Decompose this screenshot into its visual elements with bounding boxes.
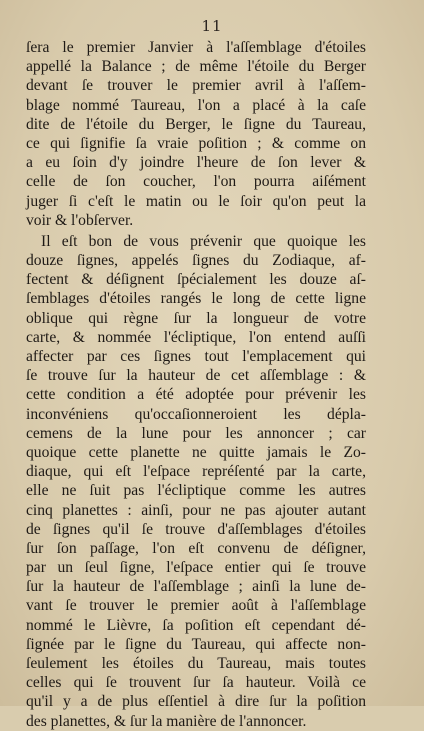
text-line: diaque, qui eſt l'eſpace repréſenté par la carte, [26,463,366,481]
text-line: a eu ſoin d'y joindre l'heure de ſon lever & [26,154,366,172]
text-line: juger ſi c'eſt le matin ou le ſoir qu'on peut la [26,192,366,210]
text-line: affecter par ces ſignes tout l'emplacement qui [26,348,366,365]
paragraph-2 [26,232,366,731]
text-line: celles qui ſe trouvent ſur ſa hauteur. Voilà ce [26,674,366,692]
text-line: fectent & déſignent ſpécialement les douze aſ- [26,271,366,289]
text-line: ſur la hauteur de l'aſſemblage ; ainſi la lune de- [26,578,366,596]
text-line: ſignée par le ſigne du Taureau, qui affecte non- [26,635,366,653]
text-line: carte, & nommée l'écliptique, l'on entend auſſi [26,328,366,346]
text-line: vant ſe trouver le premier août à l'aſſemblage [26,597,366,615]
text-line: de ſignes qu'il ſe trouve d'aſſemblages d'étoiles [26,520,366,538]
text-line: Il eſt bon de vous prévenir que quoique les [41,232,366,250]
body-text [26,38,366,731]
text-line: blage nommé Taureau, l'on a placé à la caſe [26,96,366,114]
text-line: ſemblages d'étoiles rangés le long de cette ligne [26,290,366,308]
text-line: cinq planettes : ainſi, pour ne pas ajouter autant [26,501,366,519]
text-line: oblique qui règne ſur la longueur de votre [26,309,366,327]
text-line: devant ſe trouver le premier avril à l'aſſem- [26,77,366,95]
text-line: qu'il y a de plus eſſentiel à dire ſur la poſition [26,693,366,711]
text-line: nommé le Lièvre, ſa poſition eſt cependant dé- [26,616,366,634]
text-line: quoique cette planette ne quitte jamais le Zo- [26,443,366,461]
text-line: celle de ſon coucher, l'on pourra aiſément [26,173,366,191]
text-line: douze ſignes, appelés ſignes du Zodiaque, af- [26,252,366,270]
page-number: 11 [201,17,223,35]
text-line: ce qui ſignifie ſa vraie poſition ; & comme on [26,134,366,152]
paragraph-1 [26,38,366,230]
text-line: ſeulement les étoiles du Taureau, mais toutes [26,655,366,672]
text-line: cette condition a été adoptée pour prévenir les [26,386,366,404]
text-line: par un ſeul ſigne, l'eſpace entier qui ſe trouve [26,559,366,577]
text-line: des planettes, & ſur la manière de l'annoncer. [26,712,307,730]
text-line: ſera le premier Janvier à l'aſſemblage d'étoiles [26,39,366,56]
text-line: voir & l'obſerver. [26,211,134,229]
text-line: cemens de la lune pour les annoncer ; car [26,424,366,442]
text-line: elle ne ſuit pas l'écliptique comme les autres [26,482,366,500]
text-line: inconvéniens qu'occaſionneroient les dépla- [26,405,366,423]
text-line: dite de l'étoile du Berger, le ſigne du Taureau, [26,115,366,133]
text-line: ſe trouve ſur la hauteur de cet aſſemblage : & [26,367,366,385]
text-line: appellé la Balance ; de même l'étoile du Berger [26,58,366,76]
text-line: ſur ſon paſſage, l'on eſt convenu de déſigner, [26,539,366,557]
